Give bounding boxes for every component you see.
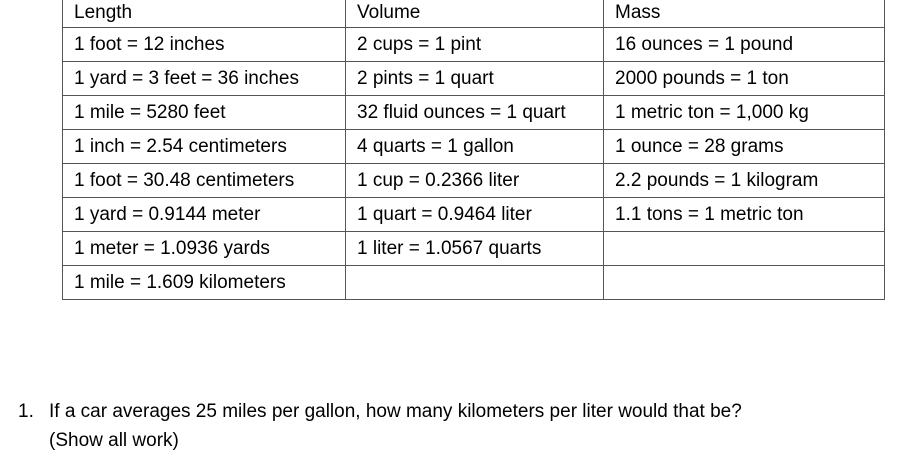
table-cell: 1 quart = 0.9464 liter — [346, 198, 604, 232]
question-instruction: (Show all work) — [49, 430, 179, 451]
table-cell: 1 meter = 1.0936 yards — [63, 232, 346, 266]
table-row — [63, 96, 885, 130]
table-cell: 2.2 pounds = 1 kilogram — [604, 164, 885, 198]
table-cell: 1 yard = 3 feet = 36 inches — [63, 62, 346, 96]
header-length: Length — [63, 0, 346, 28]
table-header-row — [63, 0, 885, 28]
table-row — [63, 232, 885, 266]
table-cell: 1 foot = 30.48 centimeters — [63, 164, 346, 198]
table-cell: 1 foot = 12 inches — [63, 28, 346, 62]
table-cell: 1 inch = 2.54 centimeters — [63, 130, 346, 164]
table-cell: 32 fluid ounces = 1 quart — [346, 96, 604, 130]
table-cell: 1.1 tons = 1 metric ton — [604, 198, 885, 232]
table-cell: 4 quarts = 1 gallon — [346, 130, 604, 164]
table-cell — [604, 232, 885, 266]
table-cell: 1 mile = 1.609 kilometers — [63, 266, 346, 300]
conversion-table — [62, 0, 885, 300]
table-row — [63, 62, 885, 96]
question-1 — [18, 397, 742, 455]
table-cell: 1 liter = 1.0567 quarts — [346, 232, 604, 266]
table-cell: 2 cups = 1 pint — [346, 28, 604, 62]
table-cell: 1 mile = 5280 feet — [63, 96, 346, 130]
table-cell: 2 pints = 1 quart — [346, 62, 604, 96]
table-row — [63, 130, 885, 164]
table-cell — [604, 266, 885, 300]
question-text: If a car averages 25 miles per gallon, how many kilometers per liter would that be? — [49, 401, 742, 422]
table-row — [63, 266, 885, 300]
table-row — [63, 198, 885, 232]
header-mass: Mass — [604, 0, 885, 28]
table-cell: 1 ounce = 28 grams — [604, 130, 885, 164]
table-cell: 1 cup = 0.2366 liter — [346, 164, 604, 198]
table-cell — [346, 266, 604, 300]
header-volume: Volume — [346, 0, 604, 28]
table-cell: 1 metric ton = 1,000 kg — [604, 96, 885, 130]
table-cell: 16 ounces = 1 pound — [604, 28, 885, 62]
question-number: 1. — [18, 401, 34, 422]
table-row — [63, 164, 885, 198]
question-line-1 — [18, 397, 742, 426]
table-cell: 2000 pounds = 1 ton — [604, 62, 885, 96]
table-row — [63, 28, 885, 62]
table-cell: 1 yard = 0.9144 meter — [63, 198, 346, 232]
